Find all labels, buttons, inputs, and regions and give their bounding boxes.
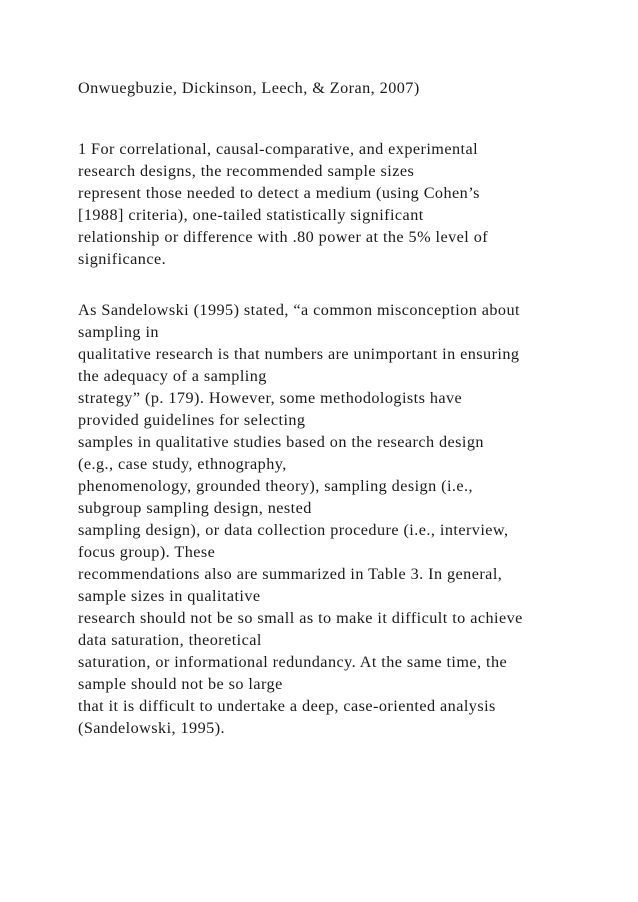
paragraph-line: strategy” (p. 179). However, some methodologists have <box>78 389 463 407</box>
paragraph-line: data saturation, theoretical <box>78 631 262 649</box>
footnote-line: 1 For correlational, causal-comparative, and experimental <box>78 140 479 158</box>
paragraph-line: focus group). These <box>78 543 216 561</box>
footnote-line: significance. <box>78 250 167 268</box>
paragraph-line: recommendations also are summarized in Table 3. In general, <box>78 565 503 583</box>
paragraph-line: subgroup sampling design, nested <box>78 499 312 517</box>
paragraph-line: (Sandelowski, 1995). <box>78 719 226 737</box>
paragraph-line: (e.g., case study, ethnography, <box>78 455 287 473</box>
paragraph-line: phenomenology, grounded theory), sampling design (i.e., <box>78 477 474 495</box>
footnote <box>78 138 623 270</box>
citation-line: Onwuegbuzie, Dickinson, Leech, & Zoran, 2007) <box>78 79 420 97</box>
paragraph-line: sampling design), or data collection procedure (i.e., interview, <box>78 521 509 539</box>
citation-fragment <box>78 77 623 99</box>
paragraph-line: sampling in <box>78 323 159 341</box>
footnote-line: [1988] criteria), one-tailed statistically significant <box>78 206 424 224</box>
paragraph-line: samples in qualitative studies based on the research design <box>78 433 484 451</box>
footnote-line: relationship or difference with .80 power at the 5% level of <box>78 228 489 246</box>
paragraph-line: provided guidelines for selecting <box>78 411 306 429</box>
paragraph-line: saturation, or informational redundancy. At the same time, the <box>78 653 508 671</box>
paragraph-line: sample sizes in qualitative <box>78 587 261 605</box>
footnote-line: research designs, the recommended sample sizes <box>78 162 415 180</box>
paragraph-line: As Sandelowski (1995) stated, “a common misconception about <box>78 301 520 319</box>
paragraph-line: sample should not be so large <box>78 675 283 693</box>
footnote-line: represent those needed to detect a medium (using Cohen’s <box>78 184 480 202</box>
paragraph-line: that it is difficult to undertake a deep, case-oriented analysis <box>78 697 496 715</box>
paragraph-line: the adequacy of a sampling <box>78 367 267 385</box>
body-paragraph <box>78 299 623 739</box>
paragraph-line: research should not be so small as to make it difficult to achieve <box>78 609 523 627</box>
paragraph-line: qualitative research is that numbers are unimportant in ensuring <box>78 345 520 363</box>
